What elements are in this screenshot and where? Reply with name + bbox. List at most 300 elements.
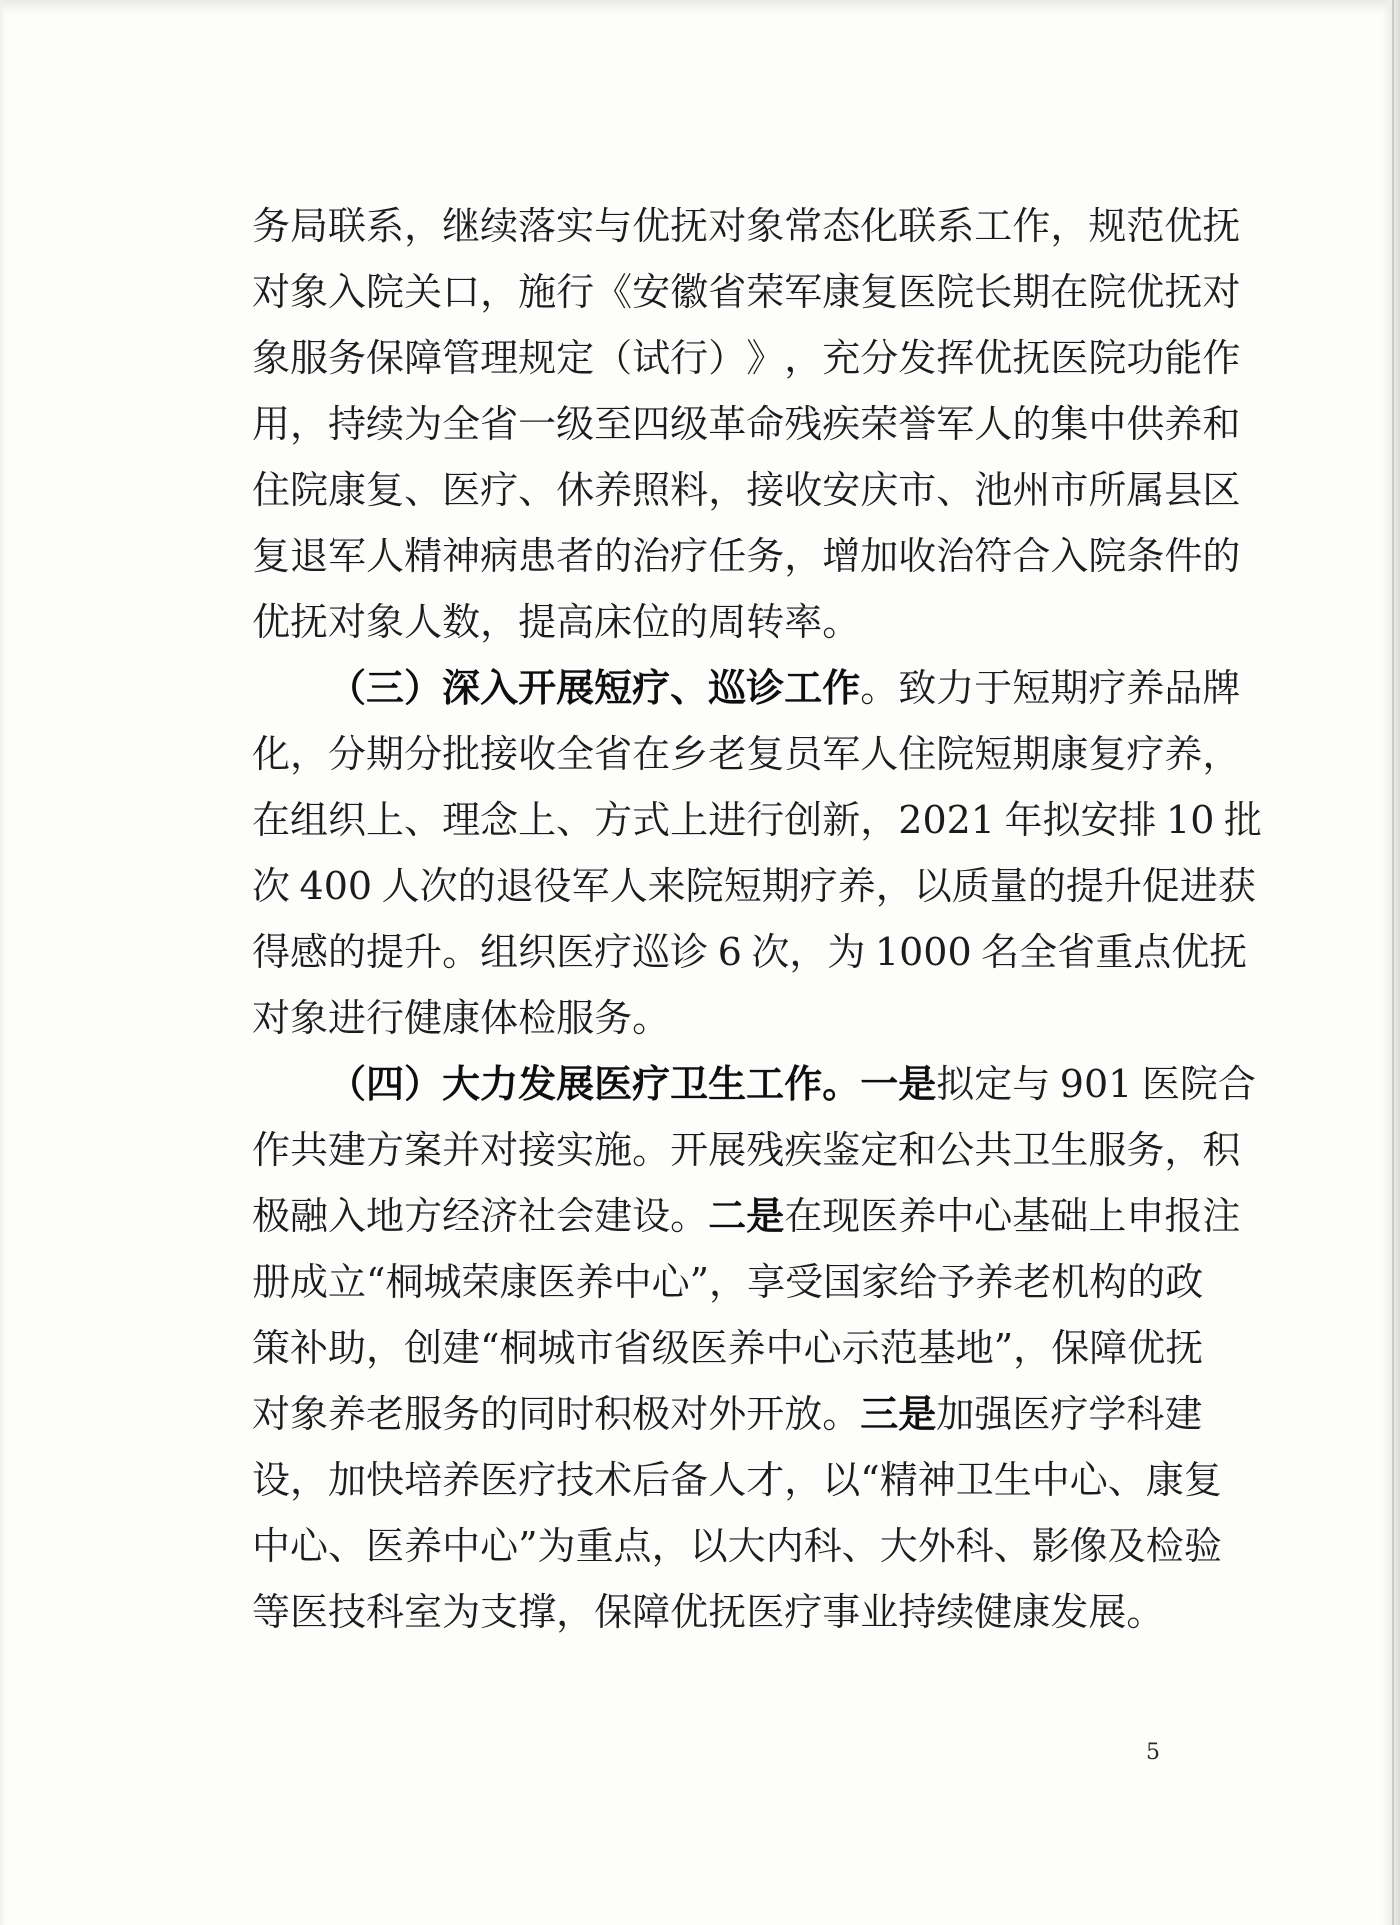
text-glyph: 心	[651, 1260, 690, 1304]
text-glyph: 服	[290, 336, 329, 380]
text-glyph: 养	[594, 468, 633, 512]
text-glyph: 批	[1223, 798, 1262, 842]
text-glyph: 人	[860, 732, 899, 776]
text-glyph: 功	[1126, 336, 1165, 380]
text-glyph: 开	[746, 1392, 785, 1436]
text-glyph: 。	[822, 600, 861, 644]
text-glyph: 年	[1004, 798, 1043, 842]
text-glyph: 一	[518, 402, 557, 446]
text-glyph: 优	[1164, 204, 1203, 248]
text-glyph: 退	[495, 864, 534, 908]
text-glyph: 位	[632, 600, 671, 644]
text-glyph: 强	[974, 1392, 1013, 1436]
text-glyph: 400	[299, 864, 373, 908]
text-glyph: 革	[708, 402, 747, 446]
text-glyph: 医	[1050, 336, 1089, 380]
text-glyph: 抚	[670, 204, 709, 248]
text-glyph: 次	[751, 930, 790, 974]
text-glyph: 的	[1012, 402, 1051, 446]
text-glyph: 培	[404, 1458, 443, 1502]
text-glyph: 系	[936, 204, 975, 248]
text-glyph: 养	[328, 1392, 367, 1436]
text-glyph: 优	[1126, 270, 1165, 314]
text-glyph: 疗	[784, 1590, 823, 1634]
text-glyph: 批	[442, 732, 481, 776]
text-glyph: 人	[381, 864, 420, 908]
text-glyph: 科	[366, 1590, 405, 1634]
text-glyph: 和	[1202, 402, 1241, 446]
text-glyph: 务	[328, 336, 367, 380]
text-glyph: 城	[537, 1326, 576, 1370]
text-glyph: 用	[252, 402, 291, 446]
text-glyph: 地	[366, 1194, 405, 1238]
text-glyph: 质	[951, 864, 990, 908]
text-line	[252, 457, 1241, 523]
text-glyph: 、	[1107, 1458, 1146, 1502]
text-glyph: 心	[290, 1524, 329, 1568]
text-glyph: ，	[875, 864, 914, 908]
text-glyph: 康	[328, 468, 367, 512]
text-glyph: 供	[1126, 402, 1165, 446]
text-glyph: 诊	[670, 930, 709, 974]
text-glyph: 同	[518, 1392, 557, 1436]
text-glyph: 短	[723, 864, 762, 908]
text-glyph: 科	[1126, 1392, 1165, 1436]
text-glyph: 积	[594, 1392, 633, 1436]
text-glyph: 牌	[1202, 666, 1241, 710]
text-glyph: 二	[708, 1193, 747, 1238]
text-glyph: 施	[518, 270, 557, 314]
text-glyph: 卫	[670, 1061, 709, 1106]
text-glyph: ，	[290, 732, 329, 776]
text-glyph: 市	[898, 468, 937, 512]
text-glyph: 周	[708, 600, 747, 644]
text-glyph: 发	[518, 1061, 557, 1106]
text-glyph: 桐	[499, 1326, 538, 1370]
text-glyph: 式	[632, 798, 671, 842]
text-glyph: 学	[1088, 1392, 1127, 1436]
text-glyph: 对	[252, 996, 291, 1040]
text-glyph: 期	[1012, 270, 1051, 314]
text-glyph: ，	[480, 270, 519, 314]
text-glyph: 老	[1013, 1260, 1052, 1304]
text-glyph: 级	[651, 1326, 690, 1370]
text-glyph: ，	[708, 468, 747, 512]
text-glyph: 业	[860, 1590, 899, 1634]
text-glyph: 技	[328, 1590, 367, 1634]
text-glyph: 予	[937, 1260, 976, 1304]
text-line	[252, 1381, 1203, 1447]
text-glyph: 疗	[670, 534, 709, 578]
text-glyph: 分	[328, 732, 367, 776]
text-glyph: 老	[708, 732, 747, 776]
text-glyph: 象	[252, 336, 291, 380]
text-glyph: 退	[290, 534, 329, 578]
text-glyph: 抚	[290, 600, 329, 644]
text-glyph: 人	[404, 600, 443, 644]
text-glyph: 服	[1088, 1128, 1127, 1172]
text-glyph: 保	[594, 1590, 633, 1634]
text-glyph: 科	[803, 1524, 842, 1568]
text-glyph: 疗	[480, 468, 519, 512]
text-glyph: 并	[442, 1128, 481, 1172]
page-number: 5	[1146, 1740, 1160, 1765]
text-glyph: 的	[457, 864, 496, 908]
text-glyph: 保	[1051, 1326, 1090, 1370]
text-glyph: 案	[404, 1128, 443, 1172]
text-glyph: 创	[784, 798, 823, 842]
text-glyph: 示	[841, 1326, 880, 1370]
text-glyph: ，	[784, 534, 823, 578]
text-glyph: 誉	[898, 402, 937, 446]
text-glyph: 工	[746, 1061, 785, 1106]
text-glyph: 拟	[1042, 798, 1081, 842]
text-glyph: 数	[442, 600, 481, 644]
text-glyph: 象	[290, 1392, 329, 1436]
text-glyph: 等	[252, 1590, 291, 1634]
text-glyph: ”	[518, 1524, 538, 1568]
text-glyph: 享	[747, 1260, 786, 1304]
text-glyph: 时	[556, 1392, 595, 1436]
text-glyph: 三	[860, 1391, 899, 1436]
text-glyph: 上	[366, 798, 405, 842]
text-glyph: 医	[366, 1524, 405, 1568]
text-glyph: 定	[860, 1128, 899, 1172]
text-glyph: 关	[404, 270, 443, 314]
text-glyph: 接	[746, 468, 785, 512]
text-glyph: 方	[594, 798, 633, 842]
text-glyph: 作	[1202, 336, 1241, 380]
text-glyph: 养	[575, 1260, 614, 1304]
text-glyph: 复	[366, 468, 405, 512]
text-glyph: 进	[708, 798, 747, 842]
text-glyph: 对	[328, 600, 367, 644]
text-glyph: 心	[974, 1194, 1013, 1238]
text-glyph: 社	[518, 1194, 557, 1238]
text-glyph: 短	[594, 665, 633, 710]
text-glyph: 入	[328, 270, 367, 314]
text-glyph: 院	[1088, 336, 1127, 380]
text-glyph: 医	[594, 1061, 633, 1106]
text-glyph: 的	[480, 1392, 519, 1436]
text-glyph: 残	[746, 1128, 785, 1172]
text-glyph: 机	[1051, 1260, 1090, 1304]
text-glyph: 的	[1027, 864, 1066, 908]
text-glyph: 。	[822, 1061, 861, 1106]
text-glyph: 省	[480, 402, 519, 446]
text-glyph: 、	[404, 798, 443, 842]
text-glyph: 符	[974, 534, 1013, 578]
text-glyph: 抚	[1012, 336, 1051, 380]
text-glyph: ）	[404, 665, 443, 710]
text-glyph: 是	[898, 1391, 937, 1436]
scan-edge-top	[0, 0, 1400, 14]
text-glyph: 名	[981, 930, 1020, 974]
text-glyph: 、	[328, 1524, 367, 1568]
text-glyph: 患	[518, 534, 557, 578]
text-glyph: 人	[708, 1458, 747, 1502]
text-glyph: 快	[366, 1458, 405, 1502]
text-glyph: 市	[1050, 468, 1089, 512]
text-glyph: 优	[632, 204, 671, 248]
text-line	[252, 1579, 1164, 1645]
text-glyph: 定	[974, 1062, 1013, 1106]
text-glyph: ，	[860, 798, 899, 842]
text-glyph: 精	[404, 534, 443, 578]
text-glyph: 为	[827, 930, 866, 974]
text-line	[252, 1513, 1222, 1579]
text-glyph: 的	[328, 930, 367, 974]
text-glyph: 卫	[955, 1458, 994, 1502]
text-glyph: 的	[594, 534, 633, 578]
text-glyph: 2021	[898, 798, 995, 842]
text-glyph: 抚	[1209, 930, 1248, 974]
text-glyph: 健	[974, 1590, 1013, 1634]
text-glyph: 康	[1145, 1458, 1184, 1502]
text-glyph: 地	[955, 1326, 994, 1370]
text-glyph: 态	[822, 204, 861, 248]
text-glyph: 织	[518, 930, 557, 974]
text-glyph: 徽	[670, 270, 709, 314]
text-glyph: ，	[556, 1590, 595, 1634]
text-glyph: 发	[1050, 1590, 1089, 1634]
text-glyph: ，	[784, 336, 823, 380]
text-glyph: 条	[1126, 534, 1165, 578]
text-glyph: 中	[1031, 1458, 1070, 1502]
text-glyph: 报	[1164, 1194, 1203, 1238]
text-glyph: 持	[328, 402, 367, 446]
text-glyph: 、	[670, 665, 709, 710]
text-glyph: 诊	[746, 665, 785, 710]
text-glyph: 养	[442, 1458, 481, 1502]
text-glyph: ，	[651, 1524, 690, 1568]
text-glyph: 疗	[632, 1061, 671, 1106]
text-glyph: 展	[556, 665, 595, 710]
text-glyph: 品	[1164, 666, 1203, 710]
text-glyph: 医	[1012, 1392, 1051, 1436]
text-glyph: 册	[252, 1260, 291, 1304]
text-glyph: （	[328, 665, 367, 710]
text-glyph: 外	[708, 1392, 747, 1436]
text-glyph: 术	[594, 1458, 633, 1502]
text-glyph: 在	[1050, 270, 1089, 314]
text-glyph: 极	[252, 1194, 291, 1238]
text-glyph: 抚	[1165, 1326, 1204, 1370]
text-glyph: 组	[290, 798, 329, 842]
text-glyph: 养	[1164, 732, 1203, 776]
text-glyph: 庆	[860, 468, 899, 512]
text-glyph: 收	[784, 468, 823, 512]
text-glyph: ，	[784, 1458, 823, 1502]
text-glyph: 料	[670, 468, 709, 512]
text-glyph: 像	[1069, 1524, 1108, 1568]
text-glyph: 现	[822, 1194, 861, 1238]
text-glyph: 加	[328, 1458, 367, 1502]
text-glyph: 心	[1069, 1458, 1108, 1502]
text-glyph: 来	[647, 864, 686, 908]
text-glyph: 重	[575, 1524, 614, 1568]
text-glyph: 中	[252, 1524, 291, 1568]
text-glyph: 休	[556, 468, 595, 512]
text-glyph: 。	[632, 1128, 671, 1172]
text-glyph: 点	[613, 1524, 652, 1568]
text-glyph: 健	[404, 996, 443, 1040]
text-glyph: 心	[480, 1524, 519, 1568]
text-glyph: 长	[974, 270, 1013, 314]
text-glyph: 接	[518, 1128, 557, 1172]
text-glyph: 充	[822, 336, 861, 380]
text-glyph: 卫	[1012, 1128, 1051, 1172]
text-glyph: 疗	[518, 1458, 557, 1502]
text-glyph: 期	[1012, 732, 1051, 776]
text-glyph: 院	[366, 270, 405, 314]
text-glyph: 》	[746, 336, 785, 380]
text-glyph: 工	[974, 204, 1013, 248]
text-glyph: 补	[290, 1326, 329, 1370]
text-glyph: ，	[709, 1260, 748, 1304]
text-glyph: 提	[518, 600, 557, 644]
text-glyph: 养	[1126, 666, 1165, 710]
scan-edge-line	[1392, 0, 1394, 1925]
text-glyph: 治	[632, 534, 671, 578]
text-glyph: 。	[822, 1392, 861, 1436]
text-glyph: 试	[632, 336, 671, 380]
text-glyph: 融	[290, 1194, 329, 1238]
text-glyph: ，	[789, 930, 828, 974]
text-glyph: 。	[1126, 1590, 1165, 1634]
text-glyph: 行	[746, 798, 785, 842]
text-glyph: 军	[822, 732, 861, 776]
text-glyph: 疾	[822, 402, 861, 446]
text-glyph: 疗	[1088, 666, 1127, 710]
text-glyph: 的	[670, 600, 709, 644]
text-glyph: ，	[480, 600, 519, 644]
text-glyph: 所	[1088, 468, 1127, 512]
text-glyph: 一	[860, 1061, 899, 1106]
text-glyph: ，	[290, 1458, 329, 1502]
text-glyph: 撑	[518, 1590, 557, 1634]
text-glyph: 放	[784, 1392, 823, 1436]
text-glyph: 件	[1164, 534, 1203, 578]
text-glyph: 对	[670, 1392, 709, 1436]
text-glyph: 医	[898, 270, 937, 314]
text-glyph: 实	[556, 1128, 595, 1172]
text-glyph: ）	[404, 1061, 443, 1106]
text-glyph: 成	[290, 1260, 329, 1304]
text-glyph: 期	[761, 864, 800, 908]
text-glyph: ，	[290, 402, 329, 446]
text-glyph: 获	[1217, 864, 1256, 908]
text-glyph: 康	[822, 270, 861, 314]
text-glyph: 治	[936, 534, 975, 578]
text-glyph: ，	[366, 1326, 405, 1370]
text-glyph: 、	[556, 798, 595, 842]
body-text	[252, 193, 1262, 1645]
text-glyph: 增	[822, 534, 861, 578]
text-glyph: 支	[480, 1590, 519, 1634]
text-glyph: 务	[252, 204, 291, 248]
text-glyph: 院	[685, 864, 724, 908]
text-glyph: 全	[556, 732, 595, 776]
text-glyph: 生	[1050, 1128, 1089, 1172]
text-glyph: 务	[594, 996, 633, 1040]
text-glyph: 体	[480, 996, 519, 1040]
text-glyph: 对	[708, 204, 747, 248]
text-glyph: 加	[860, 534, 899, 578]
text-glyph: 技	[556, 1458, 595, 1502]
text-glyph: 院	[936, 270, 975, 314]
text-glyph: 复	[746, 732, 785, 776]
text-glyph: 人	[609, 864, 648, 908]
text-glyph: 构	[1089, 1260, 1128, 1304]
text-glyph: 。	[632, 996, 671, 1040]
text-glyph: 方	[404, 1194, 443, 1238]
text-glyph: 入	[480, 665, 519, 710]
text-glyph: 医	[860, 1194, 899, 1238]
text-glyph: 中	[765, 1326, 804, 1370]
text-glyph: 全	[1019, 930, 1058, 974]
text-line	[252, 1117, 1241, 1183]
text-glyph: 为	[404, 402, 443, 446]
text-glyph: 策	[252, 1326, 291, 1370]
text-glyph: 级	[556, 402, 595, 446]
text-glyph: 内	[765, 1524, 804, 1568]
text-glyph: 抚	[1202, 204, 1241, 248]
text-glyph: 积	[1202, 1128, 1241, 1172]
text-glyph: 以	[913, 864, 952, 908]
scan-edge-right	[1382, 0, 1400, 1925]
text-glyph: 继	[442, 204, 481, 248]
text-glyph: 、	[936, 468, 975, 512]
text-glyph: 巡	[708, 665, 747, 710]
text-glyph: 抚	[708, 1590, 747, 1634]
text-glyph: 三	[366, 665, 405, 710]
text-glyph: 化	[252, 732, 291, 776]
text-glyph: 役	[533, 864, 572, 908]
text-line	[252, 325, 1241, 391]
text-glyph: 四	[366, 1061, 405, 1106]
text-glyph: 高	[556, 600, 595, 644]
text-glyph: 理	[442, 798, 481, 842]
text-glyph: 方	[366, 1128, 405, 1172]
text-glyph: 展	[708, 1128, 747, 1172]
text-glyph: 以	[822, 1458, 861, 1502]
text-glyph: “	[480, 1326, 500, 1370]
text-glyph: 老	[366, 1392, 405, 1436]
text-glyph: 以	[689, 1524, 728, 1568]
text-glyph: 在	[784, 1194, 823, 1238]
text-glyph: 定	[556, 336, 595, 380]
text-glyph: 感	[290, 930, 329, 974]
text-glyph: 次	[419, 864, 458, 908]
text-glyph: 收	[898, 534, 937, 578]
text-glyph: 检	[518, 996, 557, 1040]
text-glyph: 病	[480, 534, 519, 578]
text-glyph: 力	[480, 1061, 519, 1106]
text-glyph: 为	[442, 1590, 481, 1634]
text-glyph: 促	[1141, 864, 1180, 908]
text-glyph: 、	[518, 468, 557, 512]
text-glyph: 务	[1126, 1128, 1165, 1172]
text-glyph: 《	[594, 270, 633, 314]
text-glyph: 拟	[936, 1062, 975, 1106]
text-line	[252, 1051, 1256, 1117]
text-glyph: 建	[1164, 1392, 1203, 1436]
text-glyph: 国	[823, 1260, 862, 1304]
text-glyph: 接	[480, 732, 519, 776]
text-glyph: 理	[480, 336, 519, 380]
text-glyph: 致	[898, 666, 937, 710]
